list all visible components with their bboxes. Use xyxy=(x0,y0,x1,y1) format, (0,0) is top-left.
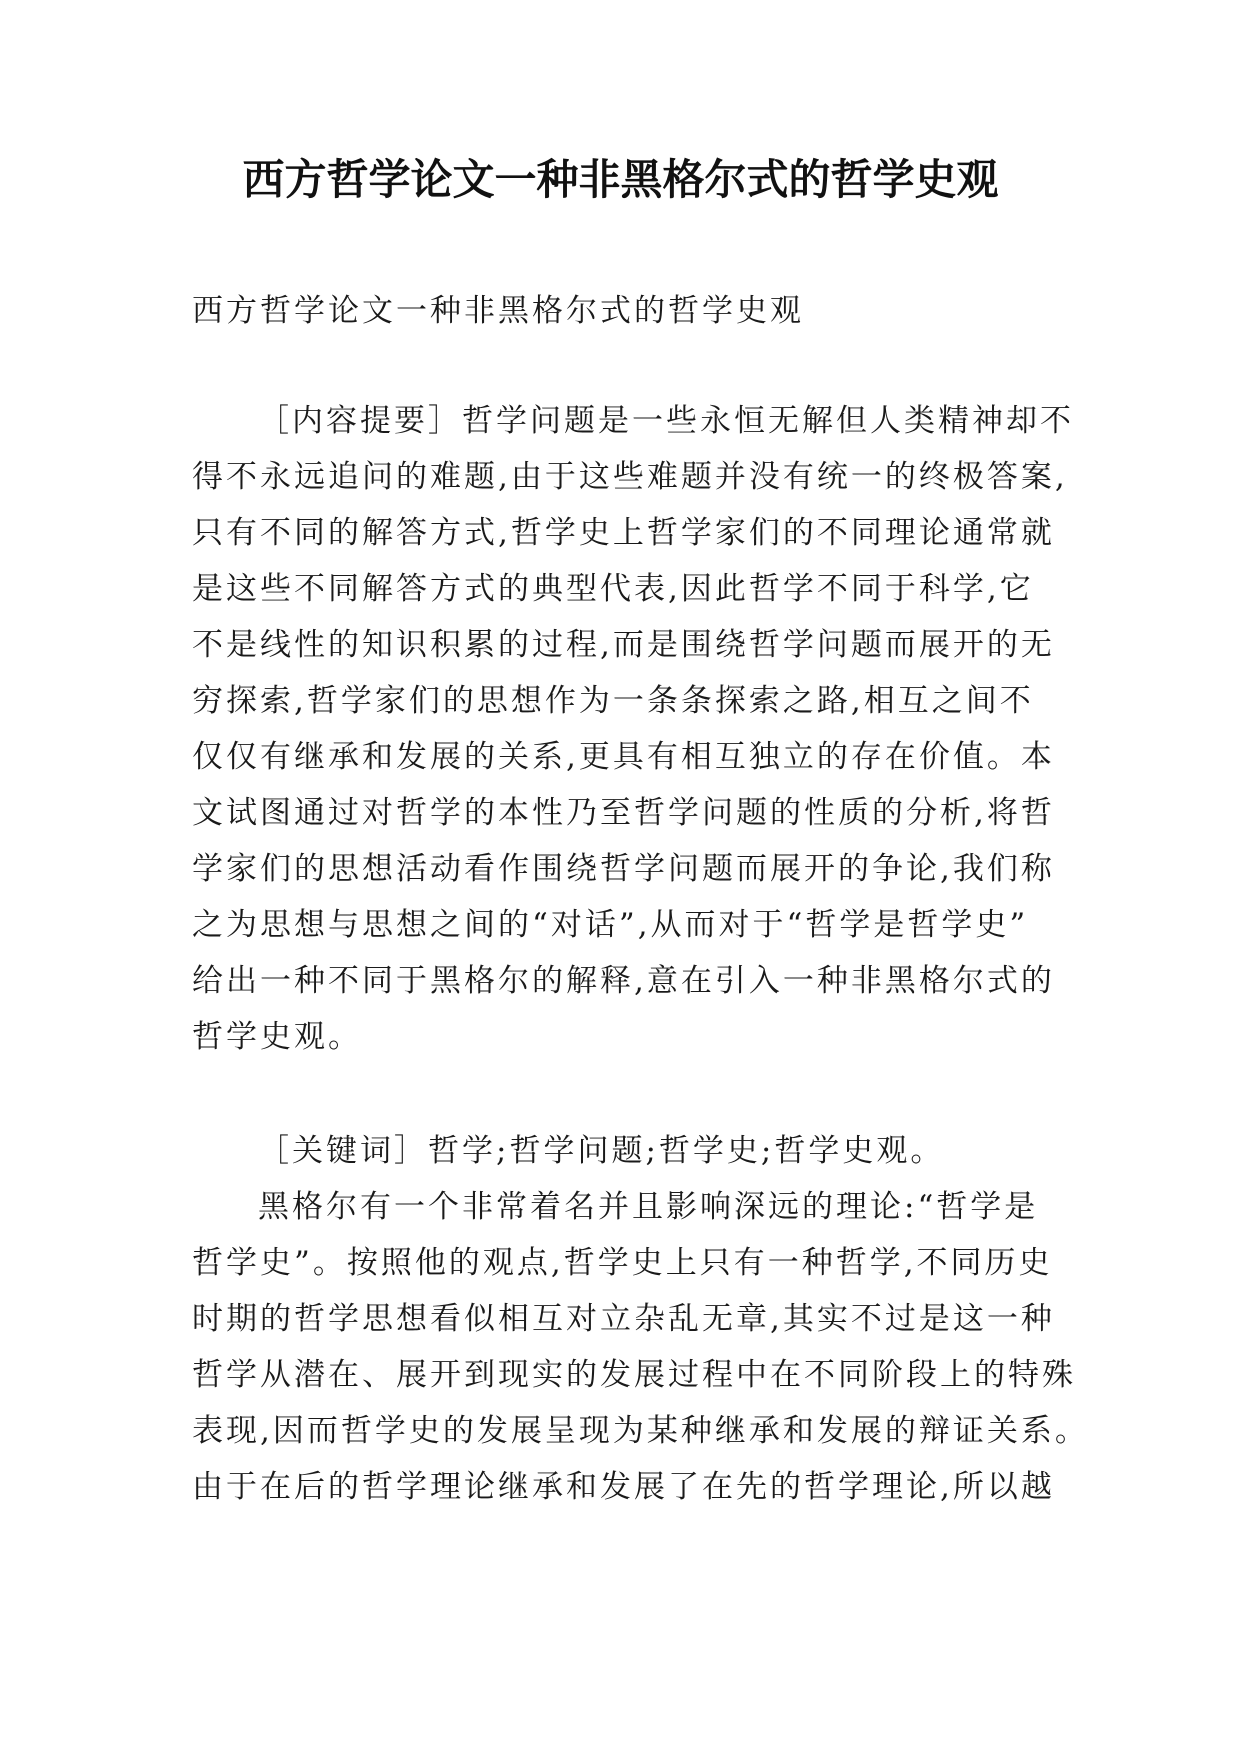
abstract-line: 哲学史观。 xyxy=(192,1019,362,1055)
document-body xyxy=(192,283,1089,1515)
abstract-line: 只有不同的解答方式,哲学史上哲学家们的不同理论通常就 xyxy=(192,515,1055,551)
abstract-line: 不是线性的知识积累的过程,而是围绕哲学问题而展开的无 xyxy=(192,627,1055,663)
abstract-line: 之为思想与思想之间的“对话”,从而对于“哲学是哲学史” xyxy=(192,907,1029,943)
abstract-line: 仅仅有继承和发展的关系,更具有相互独立的存在价值。本 xyxy=(192,739,1055,775)
abstract-line: 文试图通过对哲学的本性乃至哲学问题的性质的分析,将哲 xyxy=(192,795,1055,831)
document-title: 西方哲学论文一种非黑格尔式的哲学史观 xyxy=(242,155,999,204)
subtitle-line: 西方哲学论文一种非黑格尔式的哲学史观 xyxy=(192,293,804,329)
spacer xyxy=(192,1065,1072,1123)
abstract-line: 给出一种不同于黑格尔的解释,意在引入一种非黑格尔式的 xyxy=(192,963,1055,999)
body-line: 哲学从潜在、展开到现实的发展过程中在不同阶段上的特殊 xyxy=(192,1357,1076,1393)
abstract-line: 是这些不同解答方式的典型代表,因此哲学不同于科学,它 xyxy=(192,571,1034,607)
body-line: 黑格尔有一个非常着名并且影响深远的理论:“哲学是 xyxy=(258,1189,1039,1225)
body-line: 由于在后的哲学理论继承和发展了在先的哲学理论,所以越 xyxy=(192,1469,1055,1505)
abstract-line: 学家们的思想活动看作围绕哲学问题而展开的争论,我们称 xyxy=(192,851,1055,887)
keywords-line: ［关键词］哲学;哲学问题;哲学史;哲学史观。 xyxy=(258,1133,945,1169)
body-line: 表现,因而哲学史的发展呈现为某种继承和发展的辩证关系。 xyxy=(192,1413,1089,1449)
spacer xyxy=(192,339,1072,393)
body-line: 哲学史”。按照他的观点,哲学史上只有一种哲学,不同历史 xyxy=(192,1245,1053,1281)
body-line: 时期的哲学思想看似相互对立杂乱无章,其实不过是这一种 xyxy=(192,1301,1055,1337)
abstract-line: ［内容提要］哲学问题是一些永恒无解但人类精神却不 xyxy=(258,403,1074,439)
abstract-line: 穷探索,哲学家们的思想作为一条条探索之路,相互之间不 xyxy=(192,683,1034,719)
abstract-line: 得不永远追问的难题,由于这些难题并没有统一的终极答案, xyxy=(192,459,1068,495)
